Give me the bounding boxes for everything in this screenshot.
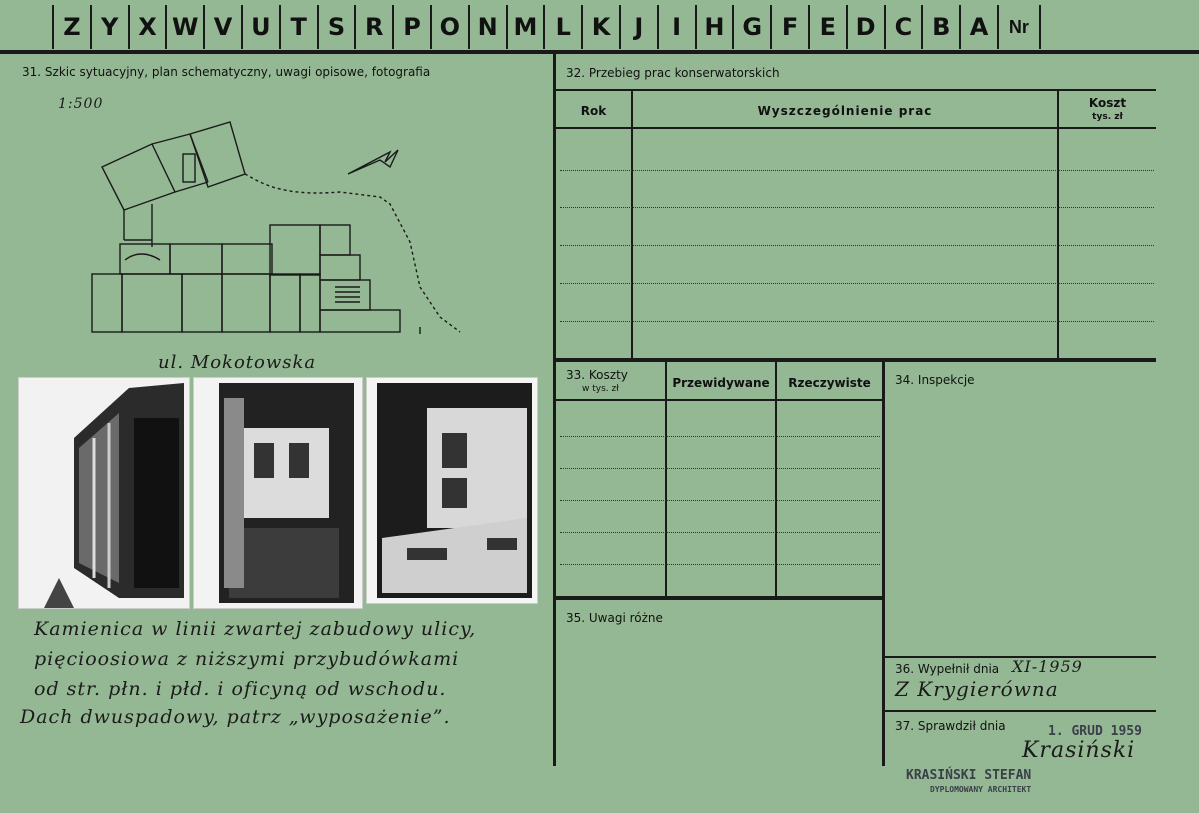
- index-letter-row: [52, 5, 1041, 49]
- s32-row-line: [560, 170, 1154, 171]
- s32-col-cost-unit: tys. zł: [1092, 112, 1123, 122]
- index-letter-o: O: [430, 5, 468, 49]
- index-letter-t: T: [279, 5, 317, 49]
- index-letter-v: V: [203, 5, 241, 49]
- photo-2: [193, 377, 363, 609]
- s32-bottom-rule: [556, 358, 1156, 362]
- notes-line-3: od str. płn. i płd. i oficyną od wschodu.: [34, 678, 447, 700]
- s33-row-line: [560, 468, 880, 469]
- index-letter-l: L: [543, 5, 581, 49]
- site-plan-sketch: [80, 112, 480, 352]
- notes-line-1: Kamienica w linii zwartej zabudowy ulicy,: [34, 618, 477, 640]
- s32-row-line: [560, 283, 1154, 284]
- s37-date-stamp: 1. GRUD 1959: [1048, 724, 1142, 739]
- s33-row-line: [560, 564, 880, 565]
- index-nr-label: Nr: [997, 5, 1041, 49]
- section-33-unit: w tys. zł: [582, 384, 619, 394]
- s32-header-rule: [556, 127, 1156, 129]
- architect-stamp-name: KRASIŃSKI STEFAN: [906, 768, 1032, 783]
- photo-3-image: [367, 378, 537, 603]
- index-letter-j: J: [619, 5, 657, 49]
- s33-row-line: [560, 500, 880, 501]
- section-37-title: 37. Sprawdził dnia: [895, 719, 1006, 733]
- s37-signature: Krasiński: [1022, 738, 1136, 763]
- s33-col-planned: Przewidywane: [672, 376, 770, 390]
- s32-col-works: Wyszczególnienie prac: [757, 104, 933, 118]
- s32-col-year: Rok: [580, 104, 607, 118]
- section-31-title: 31. Szkic sytuacyjny, plan schematyczny, uwagi opisowe, fotografia: [22, 65, 431, 79]
- s33-bottom-rule: [556, 596, 882, 600]
- index-letter-f: F: [770, 5, 808, 49]
- index-letter-c: C: [884, 5, 922, 49]
- s33-col-divider-1: [665, 362, 667, 597]
- s32-col-divider-1: [631, 89, 633, 359]
- right-column-divider: [882, 362, 885, 766]
- left-column-divider: [553, 54, 556, 766]
- s36-date: XI-1959: [1012, 657, 1083, 676]
- photo-3: [366, 377, 538, 604]
- index-letter-e: E: [808, 5, 846, 49]
- index-letter-w: W: [165, 5, 203, 49]
- s33-row-line: [560, 532, 880, 533]
- photo-1-image: [19, 378, 189, 608]
- section-34-title: 34. Inspekcje: [895, 373, 975, 387]
- s32-row-line: [560, 207, 1154, 208]
- section-36-title: 36. Wypełnił dnia: [895, 662, 1000, 676]
- s36-signature: Z Krygierówna: [895, 677, 1059, 701]
- index-letter-n: N: [468, 5, 506, 49]
- s32-row-line: [560, 245, 1154, 246]
- photo-1: [18, 377, 190, 609]
- index-letter-y: Y: [90, 5, 128, 49]
- s32-row-line: [560, 321, 1154, 322]
- section-32-title: 32. Przebieg prac konserwatorskich: [566, 66, 780, 80]
- index-letter-u: U: [241, 5, 279, 49]
- photo-2-image: [194, 378, 362, 608]
- index-letter-x: X: [128, 5, 166, 49]
- index-letter-a: A: [959, 5, 997, 49]
- index-letter-h: H: [695, 5, 733, 49]
- architect-stamp-role: DYPLOMOWANY ARCHITEKT: [930, 785, 1032, 794]
- s32-top-rule: [556, 89, 1156, 91]
- s32-col-cost: Koszt: [1088, 96, 1127, 110]
- index-letter-g: G: [732, 5, 770, 49]
- index-letter-d: D: [846, 5, 884, 49]
- section-35-title: 35. Uwagi różne: [566, 611, 663, 625]
- s33-header-rule: [556, 399, 882, 401]
- index-letter-p: P: [392, 5, 430, 49]
- notes-line-2: pięcioosiowa z niższymi przybudówkami: [34, 648, 460, 670]
- index-letter-z: Z: [52, 5, 90, 49]
- index-letter-m: M: [506, 5, 544, 49]
- s32-col-divider-2: [1057, 89, 1059, 359]
- index-letter-s: S: [317, 5, 355, 49]
- index-letter-i: I: [657, 5, 695, 49]
- section-33-title: 33. Koszty: [566, 368, 628, 382]
- street-label: ul. Mokotowska: [158, 352, 317, 373]
- index-letter-b: B: [921, 5, 959, 49]
- header-bottom-rule: [0, 50, 1199, 54]
- s33-row-line: [560, 436, 880, 437]
- notes-line-4: Dach dwuspadowy, patrz „wyposażenie”.: [20, 706, 451, 728]
- s37-top-rule: [885, 710, 1156, 712]
- s33-col-actual: Rzeczywiste: [788, 376, 871, 390]
- index-letter-k: K: [581, 5, 619, 49]
- index-letter-r: R: [354, 5, 392, 49]
- scale-note: 1:500: [58, 96, 104, 112]
- s33-col-divider-2: [775, 362, 777, 597]
